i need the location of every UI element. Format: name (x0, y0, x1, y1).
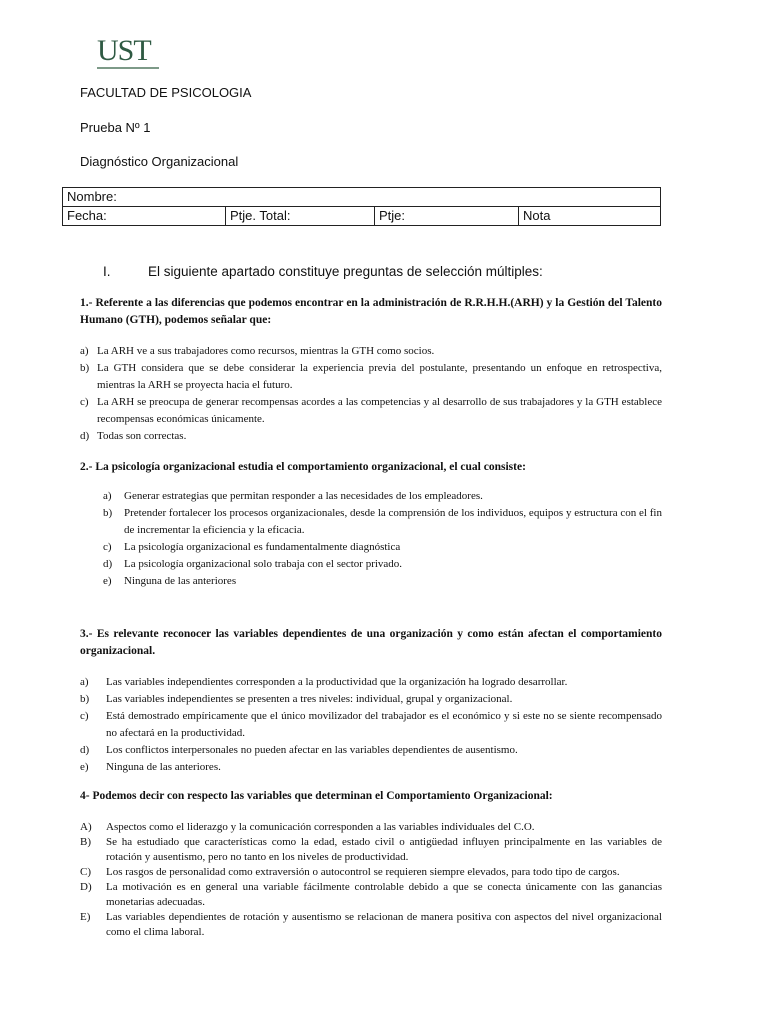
option[interactable] (103, 539, 662, 556)
question-1-options (80, 343, 662, 445)
option-text: Los rasgos de personalidad como extraversión o autocontrol se requieren siempre elevados, para todo tipo de cargos. (106, 866, 620, 878)
option[interactable] (80, 880, 662, 910)
option-text: Está demostrado empíricamente que el único movilizador del trabajador es el económico y si este no se siente recompensado no afectará en la productividad. (106, 710, 662, 739)
faculty-title: FACULTAD DE PSICOLOGIA (80, 85, 252, 100)
option[interactable] (80, 708, 662, 742)
option-letter: C) (80, 866, 91, 878)
section-title: El siguiente apartado constituye preguntas de selección múltiples: (148, 264, 543, 279)
option[interactable] (80, 820, 662, 835)
university-logo (97, 36, 167, 76)
option-letter: d) (103, 558, 113, 570)
grade-field[interactable]: Nota (519, 207, 661, 226)
question-3-prompt: 3.- Es relevante reconocer las variables dependientes de una organización y como están afectan el comportamiento organizacional. (80, 628, 662, 657)
option-text: Ninguna de las anteriores (124, 575, 237, 587)
option-letter: a) (80, 345, 89, 357)
option-letter: b) (80, 693, 90, 705)
option[interactable] (80, 910, 662, 940)
option[interactable] (103, 488, 662, 505)
option[interactable] (80, 865, 662, 880)
option[interactable] (103, 505, 662, 539)
option-letter: a) (103, 490, 112, 502)
option[interactable] (80, 742, 662, 759)
option-text: Las variables independientes se presenten a tres niveles: individual, grupal y organizacional. (106, 693, 513, 705)
option[interactable] (80, 691, 662, 708)
option[interactable] (80, 394, 662, 428)
option-text: Aspectos como el liderazgo y la comunicación corresponden a las variables individuales del C.O. (106, 821, 535, 833)
option[interactable] (80, 674, 662, 691)
question-2-prompt: 2.- La psicología organizacional estudia el comportamiento organizacional, el cual consiste: (80, 461, 526, 473)
course-title: Diagnóstico Organizacional (80, 154, 239, 169)
question-2-options (103, 488, 662, 590)
option-letter: d) (80, 744, 90, 756)
option-letter: b) (80, 362, 90, 374)
question-4-prompt: 4- Podemos decir con respecto las variables que determinan el Comportamiento Organizacional: (80, 790, 553, 802)
option[interactable] (103, 556, 662, 573)
option-text: Ninguna de las anteriores. (106, 761, 221, 773)
option[interactable] (80, 759, 662, 776)
total-score-field[interactable]: Ptje. Total: (226, 207, 375, 226)
option-text: Los conflictos interpersonales no pueden afectar en las variables dependientes de ausentismo. (106, 744, 518, 756)
option-text: La ARH se preocupa de generar recompensas acordes a las competencias y al desarrollo de sus trabajadores y la GTH establece recompensas económicas únicamente. (97, 396, 662, 425)
option[interactable] (80, 360, 662, 394)
date-field[interactable]: Fecha: (63, 207, 226, 226)
option-text: Pretender fortalecer los procesos organizacionales, desde la comprensión de los individuos, equipos y estructura con el fin de incrementar la eficiencia y la eficacia. (124, 507, 662, 536)
option-text: La psicología organizacional es fundamentalmente diagnóstica (124, 541, 401, 553)
option-letter: D) (80, 881, 92, 893)
option-letter: A) (80, 821, 92, 833)
option[interactable] (80, 343, 662, 360)
option-letter: e) (103, 575, 112, 587)
name-field[interactable]: Nombre: (63, 188, 661, 207)
option-text: La ARH ve a sus trabajadores como recursos, mientras la GTH como socios. (97, 345, 435, 357)
option[interactable] (103, 573, 662, 590)
student-info-table (62, 187, 661, 226)
logo-text: UST (97, 34, 151, 67)
test-title: Prueba Nº 1 (80, 120, 151, 135)
option-letter: c) (80, 710, 89, 722)
question-3-options (80, 674, 662, 776)
option-text: Las variables dependientes de rotación y ausentismo se relacionan de manera positiva con aspectos del nivel organizacional como el clima laboral. (106, 911, 662, 938)
score-field[interactable]: Ptje: (375, 207, 519, 226)
logo-underline (97, 67, 159, 69)
option-text: La GTH considera que se debe considerar la experiencia previa del postulante, presentando un enfoque en retrospectiva, mientras la ARH se proyecta hacia el futuro. (97, 362, 662, 391)
option-letter: B) (80, 836, 91, 848)
question-1-prompt: 1.- Referente a las diferencias que podemos encontrar en la administración de R.R.H.H.(ARH) y la Gestión del Talento Humano (GTH), podemos señalar que: (80, 297, 662, 326)
option-text: Se ha estudiado que características como la edad, estado civil o antigüedad influyen principalmente en las variables de rotación y ausentismo, pero no tanto en los niveles de productividad. (106, 836, 662, 863)
option-text: Todas son correctas. (97, 430, 187, 442)
option-text: La psicología organizacional solo trabaja con el sector privado. (124, 558, 403, 570)
option-letter: d) (80, 430, 90, 442)
option-letter: c) (80, 396, 89, 408)
option-letter: E) (80, 911, 91, 923)
section-heading (103, 264, 543, 279)
question-4-options (80, 820, 662, 940)
option-letter: e) (80, 761, 89, 773)
option-letter: c) (103, 541, 112, 553)
option[interactable] (80, 428, 662, 445)
option-letter: a) (80, 676, 89, 688)
option[interactable] (80, 835, 662, 865)
section-number: I. (103, 264, 111, 279)
option-text: La motivación es en general una variable fácilmente controlable debido a que se conecta únicamente con las ganancias monetarias adecuadas. (106, 881, 662, 908)
option-letter: b) (103, 507, 113, 519)
option-text: Generar estrategias que permitan responder a las necesidades de los empleadores. (124, 490, 483, 502)
option-text: Las variables independientes corresponden a la productividad que la organización ha logrado desarrollar. (106, 676, 568, 688)
